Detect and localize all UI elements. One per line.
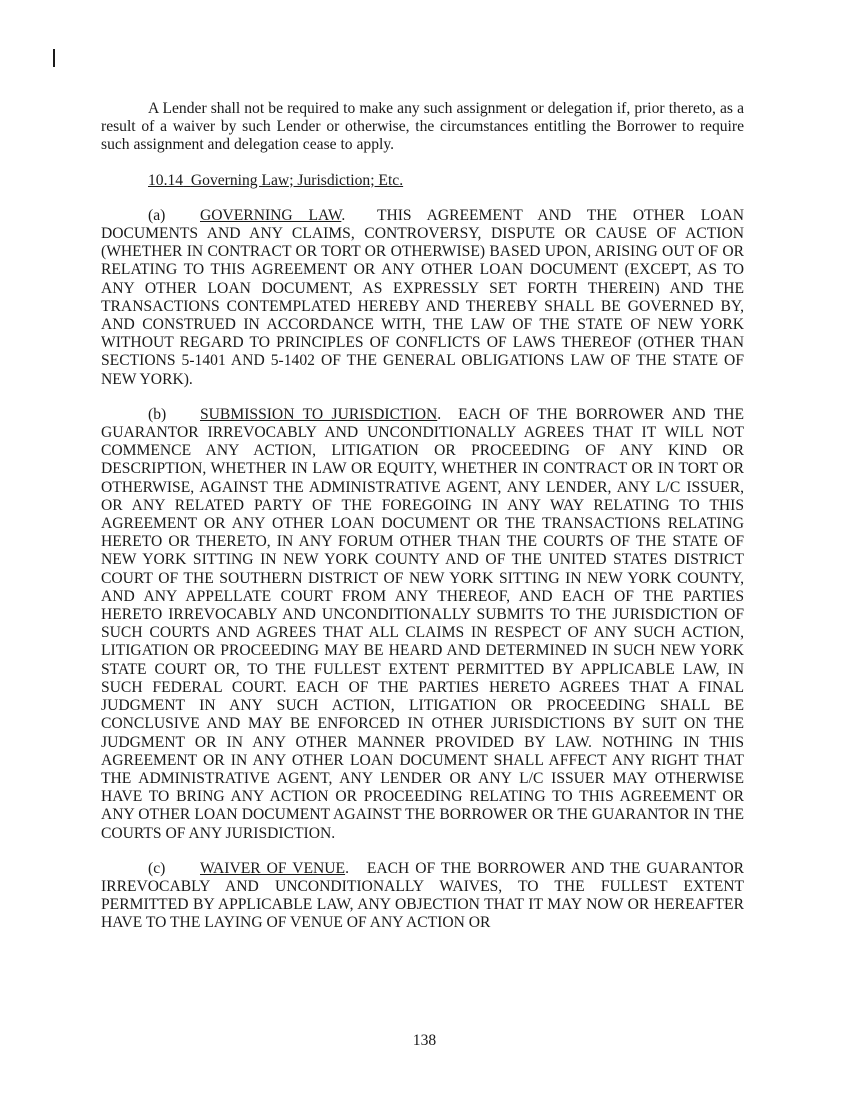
clause-text: THIS AGREEMENT AND THE OTHER LOAN DOCUMENTS AND ANY CLAIMS, CONTROVERSY, DISPUTE OR CAUSE OF ACTION (WHETHER IN CONTRACT OR TORT OR OTHERWISE) BASED UPON, ARISING OUT OF OR RELATING TO THIS AGREEMENT OR ANY OTHER LOAN DOCUMENT (EXCEPT, AS TO ANY OTHER LOAN DOCUMENT, AS EXPRESSLY SET FORTH THEREIN) AND THE TRANSACTIONS CONTEMPLATED HEREBY AND THEREBY SHALL BE GOVERNED BY, AND CONSTRUED IN ACCORDANCE WITH, THE LAW OF THE STATE OF NEW YORK WITHOUT REGARD TO PRINCIPLES OF CONFLICTS OF LAWS THEREOF (OTHER THAN SECTIONS 5-1401 AND 5-1402 OF THE GENERAL OBLIGATIONS LAW OF THE STATE OF NEW YORK). — [101, 206, 745, 388]
clause-heading: SUBMISSION TO JURISDICTION — [200, 405, 438, 423]
clause-label: (a) — [148, 206, 166, 224]
section-number: 10.14 — [148, 171, 184, 189]
page-number: 138 — [412, 1032, 437, 1049]
clause-b: (b) SUBMISSION TO JURISDICTION. EACH OF THE BORROWER AND THE GUARANTOR IRREVOCABLY AND UNCONDITIONALLY AGREES THAT IT WILL NOT COMMENCE ANY ACTION, LITIGATION OR PROCEEDING OF ANY KIND OR DESCRIPTION, WHETHER IN LAW OR EQUITY, WHETHER IN CONTRACT OR IN TORT OR OTHERWISE, AGAINST THE ADMINISTRATIVE AGENT, ANY LENDER, ANY L/C ISSUER, OR ANY RELATED PARTY OF THE FOREGOING IN ANY WAY RELATING TO THIS AGREEMENT OR ANY OTHER LOAN DOCUMENT OR THE TRANSACTIONS RELATING HERETO OR THERETO, IN ANY FORUM OTHER THAN THE COURTS OF THE STATE OF NEW YORK SITTING IN NEW YORK COUNTY AND OF THE UNITED STATES DISTRICT COURT OF THE SOUTHERN DISTRICT OF NEW YORK SITTING IN NEW YORK COUNTY, AND ANY APPELLATE COURT FROM ANY THEREOF, AND EACH OF THE PARTIES HERETO IRREVOCABLY AND UNCONDITIONALLY SUBMITS TO THE JURISDICTION OF SUCH COURTS AND AGREES THAT ALL CLAIMS IN RESPECT OF ANY SUCH ACTION, LITIGATION OR PROCEEDING MAY BE HEARD AND DETERMINED IN SUCH NEW YORK STATE COURT OR, TO THE FULLEST EXTENT PERMITTED BY APPLICABLE LAW, IN SUCH FEDERAL COURT. EACH OF THE PARTIES HERETO AGREES THAT A FINAL JUDGMENT IN ANY SUCH ACTION, LITIGATION OR PROCEEDING SHALL BE CONCLUSIVE AND MAY BE ENFORCED IN OTHER JURISDICTIONS BY SUIT ON THE JUDGMENT OR IN ANY OTHER MANNER PROVIDED BY LAW. NOTHING IN THIS AGREEMENT OR IN ANY OTHER LOAN DOCUMENT SHALL AFFECT ANY RIGHT THAT THE ADMINISTRATIVE AGENT, ANY LENDER OR ANY L/C ISSUER MAY OTHERWISE HAVE TO BRING ANY ACTION OR PROCEEDING RELATING TO THIS AGREEMENT OR ANY OTHER LOAN DOCUMENT AGAINST THE BORROWER OR THE GUARANTOR IN THE COURTS OF ANY JURISDICTION. — [101, 405, 745, 842]
document-body — [101, 100, 744, 950]
clause-text: EACH OF THE BORROWER AND THE GUARANTOR IRREVOCABLY AND UNCONDITIONALLY WAIVES, TO THE FULLEST EXTENT PERMITTED BY APPLICABLE LAW, ANY OBJECTION THAT IT MAY NOW OR HEREAFTER HAVE TO THE LAYING OF VENUE OF ANY ACTION OR — [101, 859, 744, 932]
intro-paragraph: A Lender shall not be required to make any such assignment or delegation if, prior thereto, as a result of a waiver by such Lender or otherwise, the circumstances entitling the Borrower to require such assignment and delegation cease to apply. — [101, 100, 744, 154]
section-heading-link — [148, 172, 403, 189]
clause-a: (a) GOVERNING LAW. THIS AGREEMENT AND THE OTHER LOAN DOCUMENTS AND ANY CLAIMS, CONTROVERSY, DISPUTE OR CAUSE OF ACTION (WHETHER IN CONTRACT OR TORT OR OTHERWISE) BASED UPON, ARISING OUT OF OR RELATING TO THIS AGREEMENT OR ANY OTHER LOAN DOCUMENT (EXCEPT, AS TO ANY OTHER LOAN DOCUMENT, AS EXPRESSLY SET FORTH THEREIN) AND THE TRANSACTIONS CONTEMPLATED HEREBY AND THEREBY SHALL BE GOVERNED BY, AND CONSTRUED IN ACCORDANCE WITH, THE LAW OF THE STATE OF NEW YORK WITHOUT REGARD TO PRINCIPLES OF CONFLICTS OF LAWS THEREOF (OTHER THAN SECTIONS 5-1401 AND 5-1402 OF THE GENERAL OBLIGATIONS LAW OF THE STATE OF NEW YORK). — [101, 206, 745, 388]
clause-label: (c) — [148, 859, 166, 877]
clause-heading: GOVERNING LAW — [200, 206, 342, 224]
section-title: Governing Law; Jurisdiction; Etc. — [190, 171, 404, 189]
clause-label: (b) — [148, 405, 167, 423]
clause-heading: WAIVER OF VENUE — [200, 859, 346, 877]
clause-text: EACH OF THE BORROWER AND THE GUARANTOR IRREVOCABLY AND UNCONDITIONALLY AGREES THAT IT WILL NOT COMMENCE ANY ACTION, LITIGATION OR PROCEEDING OF ANY KIND OR DESCRIPTION, WHETHER IN LAW OR EQUITY, WHETHER IN CONTRACT OR IN TORT OR OTHERWISE, AGAINST THE ADMINISTRATIVE AGENT, ANY LENDER, ANY L/C ISSUER, OR ANY RELATED PARTY OF THE FOREGOING IN ANY WAY RELATING TO THIS AGREEMENT OR ANY OTHER LOAN DOCUMENT OR THE TRANSACTIONS RELATING HERETO OR THERETO, IN ANY FORUM OTHER THAN THE COURTS OF THE STATE OF NEW YORK SITTING IN NEW YORK COUNTY AND OF THE UNITED STATES DISTRICT COURT OF THE SOUTHERN DISTRICT OF NEW YORK SITTING IN NEW YORK COUNTY, AND ANY APPELLATE COURT FROM ANY THEREOF, AND EACH OF THE PARTIES HERETO IRREVOCABLY AND UNCONDITIONALLY SUBMITS TO THE JURISDICTION OF SUCH COURTS AND AGREES THAT ALL CLAIMS IN RESPECT OF ANY SUCH ACTION, LITIGATION OR PROCEEDING MAY BE HEARD AND DETERMINED IN SUCH NEW YORK STATE COURT OR, TO THE FULLEST EXTENT PERMITTED BY APPLICABLE LAW, IN SUCH FEDERAL COURT. EACH OF THE PARTIES HERETO AGREES THAT A FINAL JUDGMENT IN ANY SUCH ACTION, LITIGATION OR PROCEEDING SHALL BE CONCLUSIVE AND MAY BE ENFORCED IN OTHER JURISDICTIONS BY SUIT ON THE JUDGMENT OR IN ANY OTHER MANNER PROVIDED BY LAW. NOTHING IN THIS AGREEMENT OR IN ANY OTHER LOAN DOCUMENT SHALL AFFECT ANY RIGHT THAT THE ADMINISTRATIVE AGENT, ANY LENDER OR ANY L/C ISSUER MAY OTHERWISE HAVE TO BRING ANY ACTION OR PROCEEDING RELATING TO THIS AGREEMENT OR ANY OTHER LOAN DOCUMENT AGAINST THE BORROWER OR THE GUARANTOR IN THE COURTS OF ANY JURISDICTION. — [101, 405, 745, 842]
revision-bar — [53, 49, 55, 67]
section-heading — [148, 172, 744, 190]
clause-c: (c) WAIVER OF VENUE. EACH OF THE BORROWER AND THE GUARANTOR IRREVOCABLY AND UNCONDITIONALLY WAIVES, TO THE FULLEST EXTENT PERMITTED BY APPLICABLE LAW, ANY OBJECTION THAT IT MAY NOW OR HEREAFTER HAVE TO THE LAYING OF VENUE OF ANY ACTION OR — [101, 859, 744, 932]
